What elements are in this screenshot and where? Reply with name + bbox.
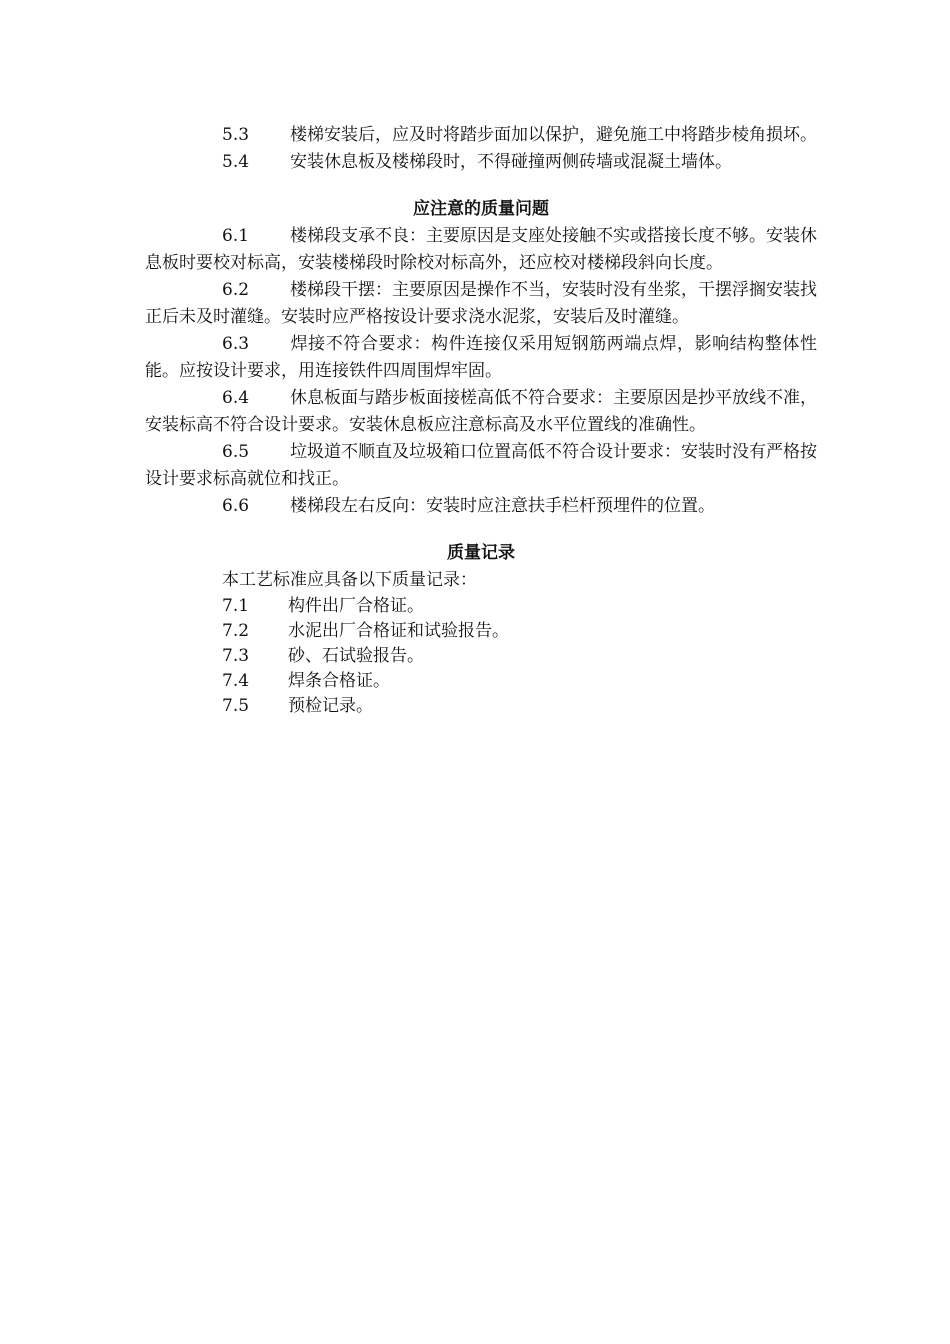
record-number: 7.3 — [222, 646, 250, 666]
record-7-4 — [145, 669, 817, 694]
record-number: 7.4 — [222, 671, 250, 691]
clause-number: 5.3 — [222, 125, 250, 145]
clause-5-3 — [145, 122, 817, 149]
clause-number: 6.6 — [222, 496, 250, 516]
records-intro: 本工艺标准应具备以下质量记录： — [222, 570, 477, 590]
clause-number: 6.3 — [222, 334, 250, 354]
clause-6-1 — [145, 223, 817, 277]
record-text: 砂、石试验报告。 — [288, 646, 424, 666]
clause-6-5 — [145, 439, 817, 493]
clause-6-4 — [145, 385, 817, 439]
record-7-2 — [145, 619, 817, 644]
clause-number: 6.1 — [222, 226, 250, 246]
record-text: 构件出厂合格证。 — [288, 596, 424, 616]
record-number: 7.5 — [222, 696, 250, 716]
record-number: 7.1 — [222, 596, 250, 616]
document-page — [145, 122, 817, 719]
record-7-3 — [145, 644, 817, 669]
record-text: 水泥出厂合格证和试验报告。 — [288, 621, 509, 641]
section-heading-quality-issues: 应注意的质量问题 — [413, 199, 549, 219]
clause-number: 6.4 — [222, 388, 250, 408]
record-7-5 — [145, 694, 817, 719]
record-7-1 — [145, 594, 817, 619]
clause-6-6 — [145, 493, 817, 520]
clause-text: 楼梯段干摆：主要原因是操作不当，安装时没有坐浆，干摆浮搁安装找正后未及时灌缝。安装时应严格按设计要求浇水泥浆，安装后及时灌缝。 — [145, 280, 817, 327]
clause-5-4 — [145, 149, 817, 176]
section-heading-quality-records: 质量记录 — [447, 543, 515, 563]
record-text: 预检记录。 — [288, 696, 373, 716]
clause-6-2 — [145, 277, 817, 331]
clause-number: 6.2 — [222, 280, 250, 300]
record-number: 7.2 — [222, 621, 250, 641]
clause-text: 楼梯段左右反向：安装时应注意扶手栏杆预埋件的位置。 — [290, 496, 715, 516]
clause-text: 楼梯段支承不良：主要原因是支座处接触不实或搭接长度不够。安装休息板时要校对标高，安装楼梯段时除校对标高外，还应校对楼梯段斜向长度。 — [145, 226, 817, 273]
clause-number: 5.4 — [222, 152, 250, 172]
record-text: 焊条合格证。 — [288, 671, 390, 691]
clause-6-3 — [145, 331, 817, 385]
clause-text: 焊接不符合要求：构件连接仅采用短钢筋两端点焊，影响结构整体性能。应按设计要求，用连接铁件四周围焊牢固。 — [145, 334, 817, 381]
clause-text: 休息板面与踏步板面接槎高低不符合要求：主要原因是抄平放线不准，安装标高不符合设计要求。安装休息板应注意标高及水平位置线的准确性。 — [145, 388, 817, 435]
clause-text: 楼梯安装后，应及时将踏步面加以保护，避免施工中将踏步棱角损坏。 — [290, 125, 817, 145]
clause-number: 6.5 — [222, 442, 250, 462]
clause-text: 垃圾道不顺直及垃圾箱口位置高低不符合设计要求：安装时没有严格按设计要求标高就位和找正。 — [145, 442, 817, 489]
clause-text: 安装休息板及楼梯段时，不得碰撞两侧砖墙或混凝土墙体。 — [290, 152, 732, 172]
